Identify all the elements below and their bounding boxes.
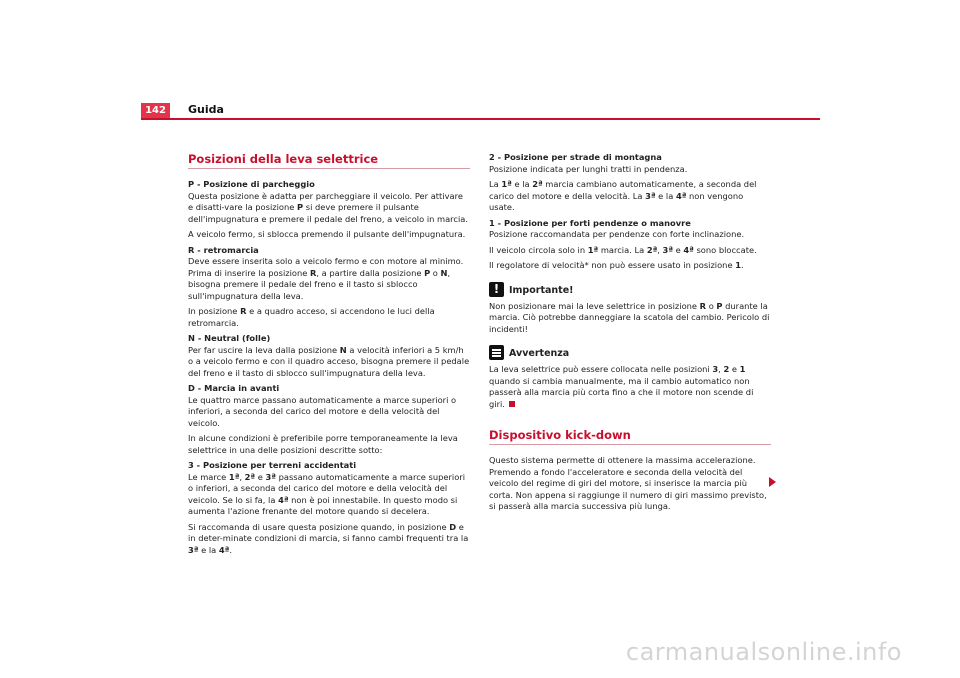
paragraph-1-1: Posizione raccomandata per pendenze con forte inclinazione. (489, 229, 745, 239)
paragraph-P-2: A veicolo fermo, si sblocca premendo il pulsante dell'impugnatura. (188, 229, 466, 239)
note-icon (489, 345, 504, 360)
paragraph-2-1: Posizione indicata per lunghi tratti in pendenza. (489, 163, 688, 174)
next-page-arrow-icon (769, 477, 776, 487)
item-title-2: 2 - Posizione per strade di montagna (489, 152, 662, 162)
item-title-D: D - Marcia in avanti (188, 383, 280, 393)
header-title: Guida (188, 103, 224, 116)
importante-label: Importante! (509, 284, 574, 296)
left-column (188, 152, 470, 560)
importante-callout (489, 282, 771, 297)
paragraph-1-2: Il veicolo circola solo in 1ª marcia. La 2ª, 3ª e 4ª sono bloccate. (489, 244, 757, 255)
paragraph-D-2: In alcune condizioni è preferibile porre temporaneamente la leva selettrice in una delle posizioni descritte sotto: (188, 433, 458, 455)
avvertenza-label: Avvertenza (509, 348, 570, 359)
section-heading-posizioni: Posizioni della leva selettrice (188, 152, 470, 169)
paragraph-N-1: Per far uscire la leva dalla posizione N a velocità inferiori a 5 km/h o a veicolo fermo e con il quadro acceso, bisogna premere il pedale del freno e il tasto di sblocco sull'impugnatura della leva. (188, 344, 470, 378)
header-rule (141, 103, 820, 120)
paragraph-D-1: Le quattro marce passano automaticamente a marce superiori o inferiori, a seconda del carico del motore e della velocità del veicolo. (188, 394, 457, 428)
paragraph-R-2: In posizione R e a quadro acceso, si accendono le luci della retromarcia. (188, 306, 435, 328)
item-title-N: N - Neutral (folle) (188, 333, 271, 343)
item-title-P: P - Posizione di parcheggio (188, 179, 315, 189)
section-heading-kick-down: Dispositivo kick-down (489, 428, 771, 445)
item-title-R: R - retromarcia (188, 244, 259, 255)
item-title-1: 1 - Posizione per forti pendenze o manovre (489, 217, 691, 228)
paragraph-P-1: Questa posizione è adatta per parcheggiare il veicolo. Per attivare e disatti-vare la posizione P si deve premere il pulsante dell'impugnatura e premere il pedale del freno, a veicolo in marcia. (188, 190, 469, 224)
right-column (489, 152, 771, 517)
page-number: 142 (141, 103, 170, 118)
paragraph-kick-down: Questo sistema permette di ottenere la massima accelerazione. Premendo a fondo l'acceleratore e seconda della velocità del veicolo del regime di giri del motore, si inserisce la marcia più corta. Non appena si raggiunge il numero di giri massimo previsto, si passerà alla marcia successiva più lunga. (489, 455, 767, 511)
paragraph-avvertenza: La leva selettrice può essere collocata nelle posizioni 3, 2 e 1 quando si cambia manualmente, ma il cambio automatico non passerà alla marcia più corta fino a che il motore non scende di giri. (489, 364, 754, 409)
avvertenza-callout (489, 345, 771, 360)
paragraph-3-1: Le marce 1ª, 2ª e 3ª passano automaticamente a marce superiori o inferiori, a seconda del carico del motore e della velocità del veicolo. Se lo si fa, la 4ª non è poi innestabile. In questo modo si aumenta l'azione frenante del motore quando si decelera. (188, 471, 466, 516)
watermark: carmanualsonline.info (625, 638, 902, 666)
paragraph-3-2: Si raccomanda di usare questa posizione quando, in posizione D e in deter-minate condizioni di marcia, si fanno cambi frequenti tra la 3ª e la 4ª. (188, 521, 469, 555)
paragraph-importante: Non posizionare mai la leve selettrice in posizione R o P durante la marcia. Ciò potrebbe danneggiare la scatola del cambio. Pericolo di incidenti! (489, 300, 770, 334)
warning-icon (489, 282, 504, 297)
paragraph-1-3: Il regolatore di velocità* non può essere usato in posizione 1. (489, 260, 744, 270)
paragraph-2-2: La 1ª e la 2ª marcia cambiano automaticamente, a seconda del carico del motore e della velocità. La 3ª e la 4ª non vengono usate. (489, 179, 757, 212)
paragraph-R-1: Deve essere inserita solo a veicolo fermo e con motore al minimo. Prima di inserire la posizione R, a partire dalla posizione P o N, bisogna premere il pedale del freno e il tasto si sblocco sull'impugnatura della leva. (188, 256, 464, 301)
section-end-icon (509, 401, 515, 407)
item-title-3: 3 - Posizione per terreni accidentati (188, 460, 357, 470)
